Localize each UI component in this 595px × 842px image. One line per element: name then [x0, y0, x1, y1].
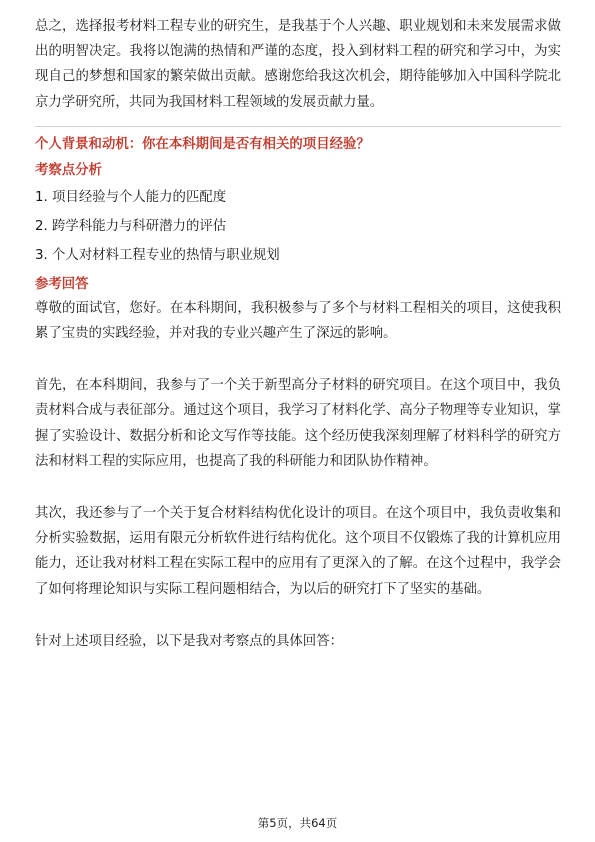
- page-content: [35, 14, 561, 654]
- answer-paragraph: 针对上述项目经验，以下是我对考察点的具体回答：: [35, 633, 343, 649]
- intro-paragraph: 总之，选择报考材料工程专业的研究生，是我基于个人兴趣、职业规划和未来发展需求做出的明智决定。我将以饱满的热情和严谨的态度，投入到材料工程的研究和学习中，为实现自己的梦想和国家的繁荣做出贡献。感谢您给我这次机会，期待能够加入中国科学院北京力学研究所，共同为我国材料工程领域的发展贡献力量。: [35, 19, 561, 110]
- paragraph-gap: [35, 346, 561, 373]
- answer-paragraph: 其次，我还参与了一个关于复合材料结构优化设计的项目。在这个项目中，我负责收集和分析实验数据，运用有限元分析软件进行结构优化。这个项目不仅锻炼了我的计算机应用能力，还让我对材料工程在实际工程中的应用有了更深入的了解。在这个过程中，我学会了如何将理论知识与实际工程问题相结合，为以后的研究打下了坚实的基础。: [35, 506, 561, 597]
- analysis-point: 2. 跨学科能力与科研潜力的评估: [35, 218, 227, 234]
- analysis-point: 3. 个人对材料工程专业的热情与职业规划: [35, 247, 280, 263]
- answer-paragraph: 首先，在本科期间，我参与了一个关于新型高分子材料的研究项目。在这个项目中，我负责材料合成与表征部分。通过这个项目，我学习了材料化学、高分子物理等专业知识，掌握了实验设计、数据分析和论文写作等技能。这个经历使我深刻理解了材料科学的研究方法和材料工程的实际应用，也提高了我的科研能力和团队协作精神。: [35, 378, 561, 469]
- answer-paragraph: 尊敬的面试官，您好。在本科期间，我积极参与了多个与材料工程相关的项目，这使我积累了宝贵的实践经验，并对我的专业兴趣产生了深远的影响。: [35, 300, 561, 342]
- page-number-footer: 第5页，共64页: [257, 816, 338, 830]
- analysis-heading: 考察点分析: [35, 162, 102, 178]
- interview-question: 个人背景和动机：你在本科期间是否有相关的项目经验？: [35, 136, 370, 152]
- section-divider: [35, 126, 561, 127]
- analysis-points-list: [35, 183, 561, 270]
- paragraph-gap: [35, 474, 561, 501]
- answer-heading: 参考回答: [35, 276, 89, 292]
- analysis-point: 1. 项目经验与个人能力的匹配度: [35, 189, 227, 205]
- paragraph-gap: [35, 602, 561, 629]
